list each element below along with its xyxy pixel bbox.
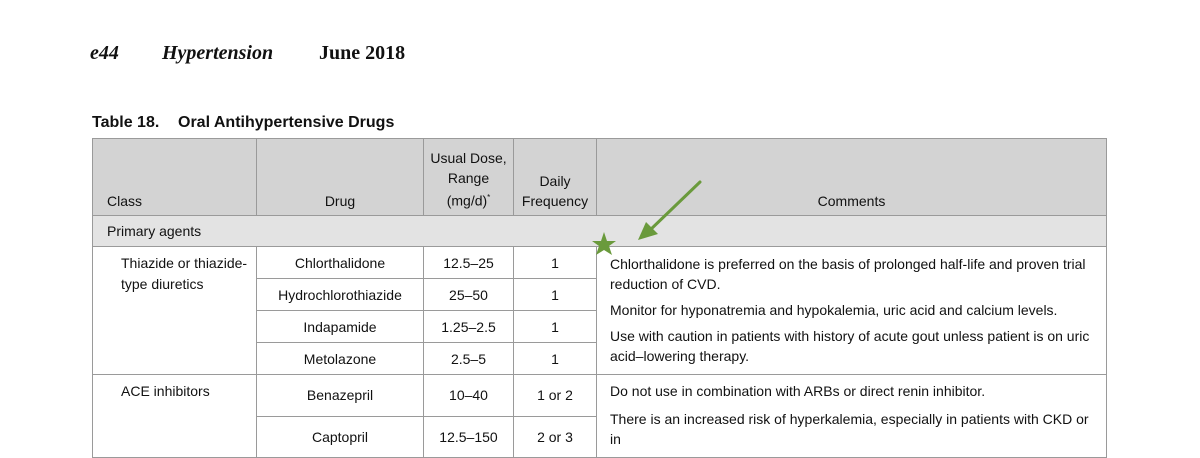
header-dose-line: Range <box>447 170 490 187</box>
frequency-cell: 1 <box>514 343 597 375</box>
class-label-line: Thiazide or thiazide- <box>121 255 248 271</box>
comment-text: Do not use in combination with ARBs or direct renin inhibitor. <box>610 383 986 399</box>
drug-cell: Metolazone <box>257 343 424 375</box>
dose-cell: 2.5–5 <box>424 343 514 375</box>
class-label-line: ACE inhibitors <box>121 383 210 399</box>
header-dose-line: (mg/d) <box>446 193 488 209</box>
drug-cell: Indapamide <box>257 311 424 343</box>
dose-cell: 25–50 <box>424 279 514 311</box>
header-comments: Comments <box>597 139 1107 216</box>
dose-cell: 12.5–25 <box>424 247 514 279</box>
frequency-cell: 1 <box>514 279 597 311</box>
header-class: Class <box>93 139 257 216</box>
drug-cell: Captopril <box>257 416 424 458</box>
drug-cell: Benazepril <box>257 375 424 417</box>
frequency-cell: 1 or 2 <box>514 375 597 417</box>
section-label: Primary agents <box>93 216 1107 247</box>
comment-text: There is an increased risk of hyperkalemia, especially in patients with CKD or in <box>610 411 1089 447</box>
table-title-text: Oral Antihypertensive Drugs <box>178 114 395 131</box>
page-number: e44 <box>90 42 119 64</box>
class-label-line: type diuretics <box>121 276 204 292</box>
journal-name: Hypertension <box>162 42 274 64</box>
drug-cell: Hydrochlorothiazide <box>257 279 424 311</box>
frequency-cell: 1 <box>514 311 597 343</box>
header-dose-line: Usual Dose, <box>430 150 507 167</box>
issue-date: June 2018 <box>319 42 406 64</box>
frequency-cell: 2 or 3 <box>514 416 597 458</box>
header-frequency-line: Frequency <box>521 193 589 209</box>
drug-cell: Chlorthalidone <box>257 247 424 279</box>
table-number: Table 18. <box>92 114 160 131</box>
header-drug: Drug <box>257 139 424 216</box>
arrow-icon <box>638 182 700 240</box>
comment-text: Use with caution in patients with history of acute gout unless patient is on uric acid–lowering therapy. <box>610 328 1090 364</box>
header-dose-footnote: * <box>487 193 491 203</box>
dose-cell: 12.5–150 <box>424 416 514 458</box>
dose-cell: 10–40 <box>424 375 514 417</box>
frequency-cell: 1 <box>514 247 597 279</box>
dose-cell: 1.25–2.5 <box>424 311 514 343</box>
comment-text: Chlorthalidone is preferred on the basis of prolonged half-life and proven trial reduction of CVD. <box>610 256 1086 292</box>
star-icon <box>592 232 616 255</box>
header-frequency-line: Daily <box>539 173 571 189</box>
comment-text: Monitor for hyponatremia and hypokalemia, uric acid and calcium levels. <box>610 302 1058 318</box>
